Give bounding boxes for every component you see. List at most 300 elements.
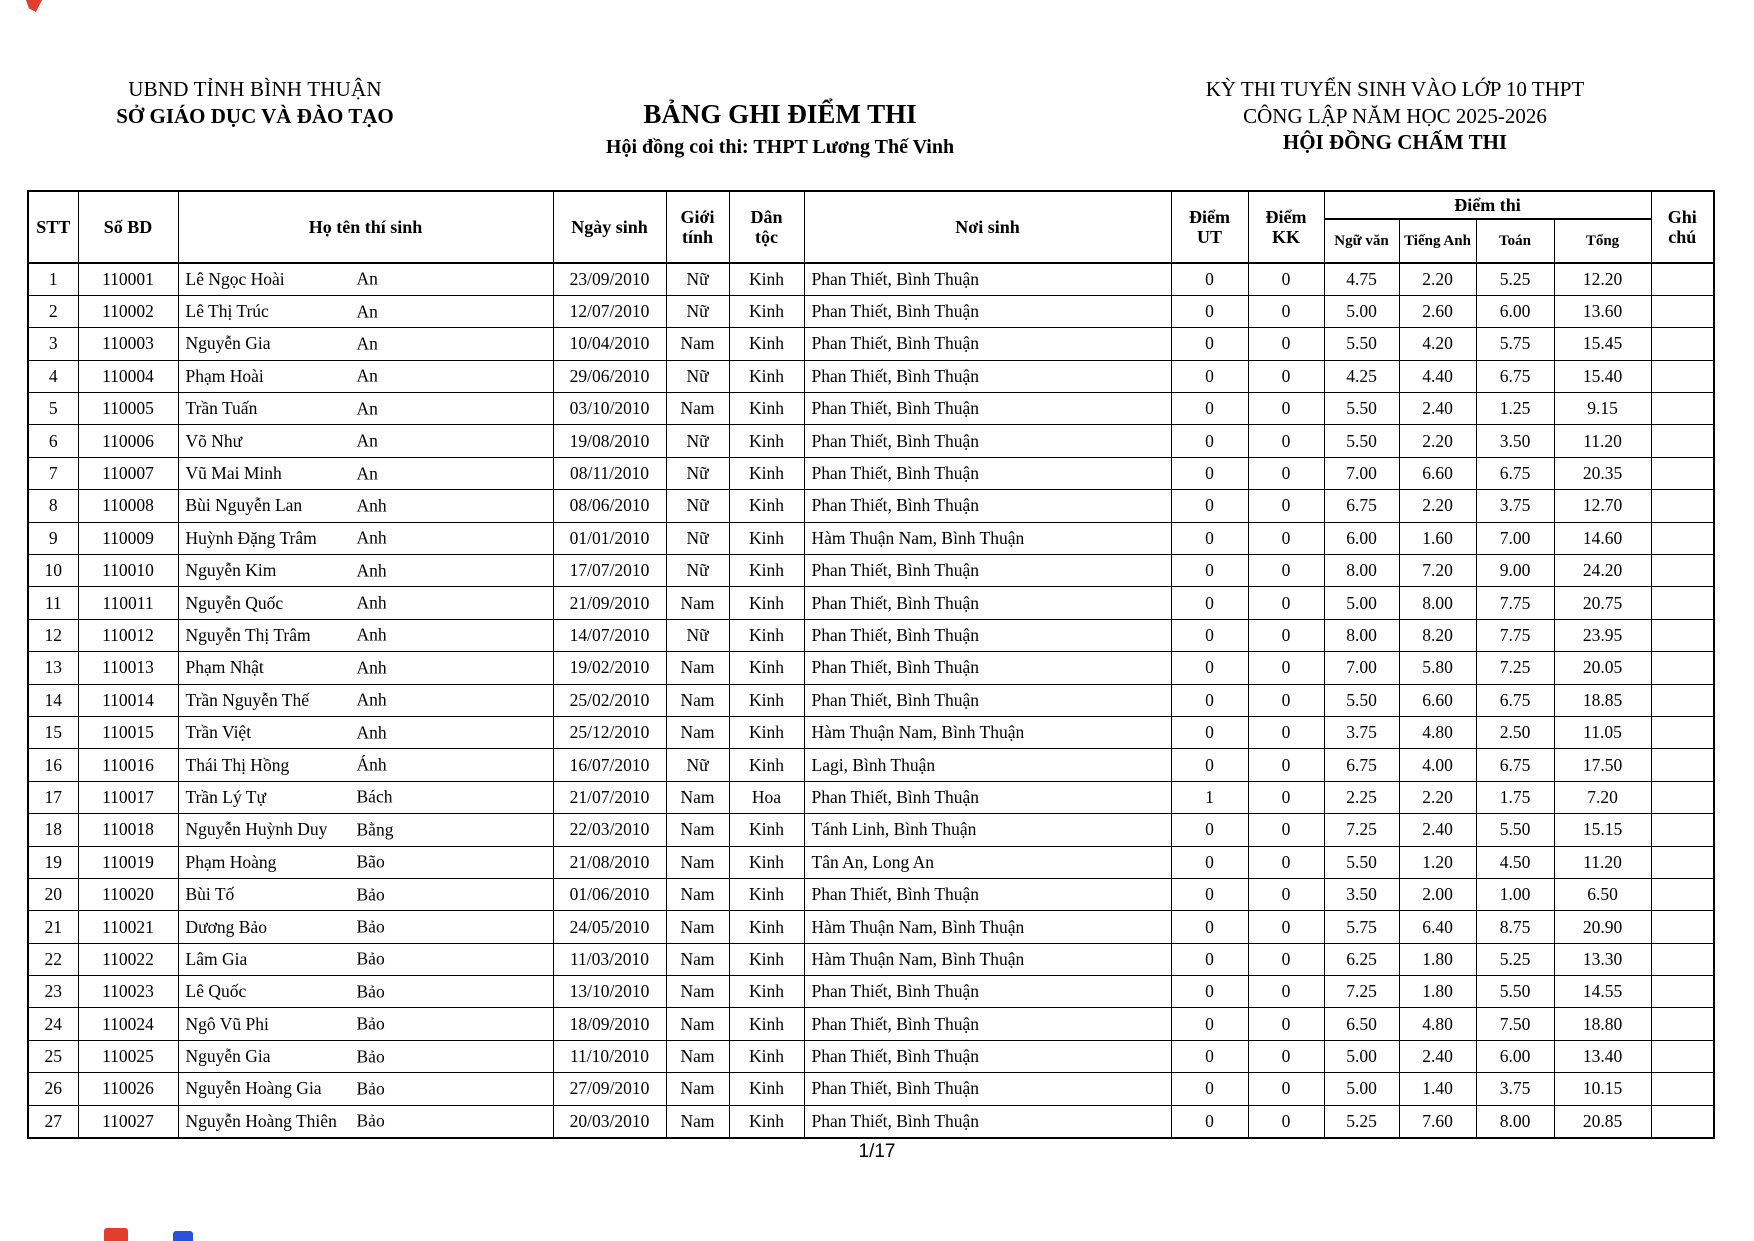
cell-so-bd: 110003 <box>78 328 178 360</box>
cell-tieng-anh: 4.40 <box>1399 360 1476 392</box>
cell-dan-toc: Kinh <box>729 393 804 425</box>
cell-ghi-chu <box>1651 490 1714 522</box>
cell-gioi-tinh: Nam <box>666 976 729 1008</box>
cell-ghi-chu <box>1651 652 1714 684</box>
cell-diem-ut: 0 <box>1171 555 1248 587</box>
cell-tieng-anh: 7.20 <box>1399 555 1476 587</box>
cell-ngu-van: 4.25 <box>1324 360 1399 392</box>
cell-dan-toc: Kinh <box>729 619 804 651</box>
cell-tong: 13.60 <box>1554 295 1651 327</box>
cell-diem-kk: 0 <box>1248 1073 1324 1105</box>
cell-ho-ten: Nguyễn Gia Bảo <box>178 1040 553 1072</box>
cell-dan-toc: Kinh <box>729 749 804 781</box>
col-header-diem-ut: Điểm UT <box>1171 191 1248 263</box>
table-row <box>28 1073 1714 1105</box>
org-name-line1: UBND TỈNH BÌNH THUẬN <box>128 77 382 101</box>
table-row <box>28 328 1714 360</box>
cell-noi-sinh: Phan Thiết, Bình Thuận <box>804 1105 1171 1137</box>
cell-noi-sinh: Phan Thiết, Bình Thuận <box>804 652 1171 684</box>
cell-ho-ten: Bùi Tố Bảo <box>178 878 553 910</box>
cell-dan-toc: Kinh <box>729 943 804 975</box>
cell-gioi-tinh: Nam <box>666 781 729 813</box>
cell-toan: 2.50 <box>1476 716 1554 748</box>
cell-diem-kk: 0 <box>1248 490 1324 522</box>
cell-ghi-chu <box>1651 1040 1714 1072</box>
cell-gioi-tinh: Nữ <box>666 555 729 587</box>
table-row <box>28 878 1714 910</box>
cell-diem-ut: 0 <box>1171 684 1248 716</box>
cell-gioi-tinh: Nam <box>666 1008 729 1040</box>
cell-diem-ut: 0 <box>1171 393 1248 425</box>
cell-toan: 1.25 <box>1476 393 1554 425</box>
cell-so-bd: 110026 <box>78 1073 178 1105</box>
cell-so-bd: 110018 <box>78 814 178 846</box>
cell-noi-sinh: Phan Thiết, Bình Thuận <box>804 1040 1171 1072</box>
cell-diem-kk: 0 <box>1248 619 1324 651</box>
cell-diem-ut: 0 <box>1171 295 1248 327</box>
cell-dan-toc: Kinh <box>729 457 804 489</box>
cell-diem-kk: 0 <box>1248 1105 1324 1137</box>
table-row <box>28 976 1714 1008</box>
cell-diem-ut: 0 <box>1171 587 1248 619</box>
cell-toan: 7.25 <box>1476 652 1554 684</box>
cell-so-bd: 110009 <box>78 522 178 554</box>
exam-line1: KỲ THI TUYỂN SINH VÀO LỚP 10 THPT <box>1205 77 1585 101</box>
cell-tong: 6.50 <box>1554 878 1651 910</box>
cell-gioi-tinh: Nữ <box>666 749 729 781</box>
cell-ghi-chu <box>1651 684 1714 716</box>
table-row <box>28 457 1714 489</box>
cell-ghi-chu <box>1651 1008 1714 1040</box>
cell-gioi-tinh: Nam <box>666 878 729 910</box>
cell-noi-sinh: Phan Thiết, Bình Thuận <box>804 263 1171 295</box>
cell-stt: 6 <box>28 425 78 457</box>
cell-tong: 11.20 <box>1554 425 1651 457</box>
cell-so-bd: 110015 <box>78 716 178 748</box>
cell-gioi-tinh: Nữ <box>666 522 729 554</box>
cell-so-bd: 110011 <box>78 587 178 619</box>
cell-noi-sinh: Phan Thiết, Bình Thuận <box>804 457 1171 489</box>
cell-tieng-anh: 4.00 <box>1399 749 1476 781</box>
cell-toan: 6.00 <box>1476 295 1554 327</box>
cell-ngay-sinh: 25/12/2010 <box>553 716 666 748</box>
cell-so-bd: 110008 <box>78 490 178 522</box>
cell-tong: 20.35 <box>1554 457 1651 489</box>
cell-diem-kk: 0 <box>1248 1040 1324 1072</box>
cell-toan: 3.50 <box>1476 425 1554 457</box>
cell-diem-kk: 0 <box>1248 1008 1324 1040</box>
cell-noi-sinh: Phan Thiết, Bình Thuận <box>804 781 1171 813</box>
cell-gioi-tinh: Nữ <box>666 619 729 651</box>
cell-noi-sinh: Phan Thiết, Bình Thuận <box>804 878 1171 910</box>
cell-ngu-van: 5.00 <box>1324 1073 1399 1105</box>
cell-tong: 14.55 <box>1554 976 1651 1008</box>
cell-ghi-chu <box>1651 1073 1714 1105</box>
cell-ho-ten: Phạm Hoàng Bão <box>178 846 553 878</box>
cell-stt: 7 <box>28 457 78 489</box>
cell-diem-kk: 0 <box>1248 911 1324 943</box>
cell-ngay-sinh: 11/03/2010 <box>553 943 666 975</box>
cell-noi-sinh: Tánh Linh, Bình Thuận <box>804 814 1171 846</box>
cell-toan: 5.75 <box>1476 328 1554 360</box>
table-row <box>28 911 1714 943</box>
cell-ngay-sinh: 21/09/2010 <box>553 587 666 619</box>
cell-toan: 7.75 <box>1476 587 1554 619</box>
cell-noi-sinh: Phan Thiết, Bình Thuận <box>804 619 1171 651</box>
cell-so-bd: 110020 <box>78 878 178 910</box>
cell-tong: 15.15 <box>1554 814 1651 846</box>
cell-tong: 20.75 <box>1554 587 1651 619</box>
cell-ho-ten: Nguyễn Thị Trâm Anh <box>178 619 553 651</box>
cell-ngu-van: 2.25 <box>1324 781 1399 813</box>
cell-diem-kk: 0 <box>1248 846 1324 878</box>
cell-so-bd: 110019 <box>78 846 178 878</box>
cell-so-bd: 110021 <box>78 911 178 943</box>
cell-ngu-van: 7.00 <box>1324 457 1399 489</box>
cell-so-bd: 110001 <box>78 263 178 295</box>
page-title: BẢNG GHI ĐIỂM THI <box>643 99 917 129</box>
cell-ngay-sinh: 03/10/2010 <box>553 393 666 425</box>
col-header-dan-toc: Dân tộc <box>729 191 804 263</box>
cell-diem-kk: 0 <box>1248 716 1324 748</box>
cell-tieng-anh: 2.60 <box>1399 295 1476 327</box>
cell-ngu-van: 4.75 <box>1324 263 1399 295</box>
col-header-tieng-anh: Tiếng Anh <box>1399 219 1476 263</box>
col-header-gioi-tinh: Giới tính <box>666 191 729 263</box>
cell-ho-ten: Bùi Nguyễn Lan Anh <box>178 490 553 522</box>
cell-ngay-sinh: 01/06/2010 <box>553 878 666 910</box>
table-row <box>28 295 1714 327</box>
cell-ngay-sinh: 22/03/2010 <box>553 814 666 846</box>
col-header-stt: STT <box>28 191 78 263</box>
cell-noi-sinh: Phan Thiết, Bình Thuận <box>804 295 1171 327</box>
cell-gioi-tinh: Nam <box>666 814 729 846</box>
cell-dan-toc: Kinh <box>729 1105 804 1137</box>
cell-so-bd: 110005 <box>78 393 178 425</box>
cell-ho-ten: Lê Quốc Bảo <box>178 976 553 1008</box>
cell-ghi-chu <box>1651 295 1714 327</box>
cell-dan-toc: Kinh <box>729 425 804 457</box>
cell-stt: 25 <box>28 1040 78 1072</box>
cell-so-bd: 110012 <box>78 619 178 651</box>
table-row <box>28 652 1714 684</box>
cell-ngu-van: 3.50 <box>1324 878 1399 910</box>
cell-gioi-tinh: Nam <box>666 1073 729 1105</box>
cell-stt: 2 <box>28 295 78 327</box>
col-header-ngay-sinh: Ngày sinh <box>553 191 666 263</box>
cell-ho-ten: Lâm Gia Bảo <box>178 943 553 975</box>
cell-tieng-anh: 2.20 <box>1399 490 1476 522</box>
cell-ngay-sinh: 01/01/2010 <box>553 522 666 554</box>
cell-toan: 5.25 <box>1476 263 1554 295</box>
cell-toan: 8.00 <box>1476 1105 1554 1137</box>
cell-tieng-anh: 4.80 <box>1399 1008 1476 1040</box>
cell-toan: 6.00 <box>1476 1040 1554 1072</box>
col-header-ghi-chu: Ghi chú <box>1651 191 1714 263</box>
cell-ngay-sinh: 11/10/2010 <box>553 1040 666 1072</box>
cell-so-bd: 110022 <box>78 943 178 975</box>
cell-gioi-tinh: Nữ <box>666 295 729 327</box>
cell-ngu-van: 5.50 <box>1324 393 1399 425</box>
col-header-ngu-van: Ngữ văn <box>1324 219 1399 263</box>
cell-diem-ut: 0 <box>1171 1040 1248 1072</box>
cell-ngu-van: 5.50 <box>1324 425 1399 457</box>
table-row <box>28 555 1714 587</box>
cell-ghi-chu <box>1651 846 1714 878</box>
cell-toan: 1.00 <box>1476 878 1554 910</box>
cell-diem-ut: 0 <box>1171 943 1248 975</box>
cell-stt: 13 <box>28 652 78 684</box>
cell-so-bd: 110016 <box>78 749 178 781</box>
cell-dan-toc: Kinh <box>729 1040 804 1072</box>
cell-ho-ten: Nguyễn Huỳnh Duy Bằng <box>178 814 553 846</box>
cell-ngay-sinh: 16/07/2010 <box>553 749 666 781</box>
cell-stt: 19 <box>28 846 78 878</box>
cell-ho-ten: Võ Như An <box>178 425 553 457</box>
cell-ghi-chu <box>1651 1105 1714 1137</box>
cell-ngay-sinh: 18/09/2010 <box>553 1008 666 1040</box>
cell-gioi-tinh: Nam <box>666 684 729 716</box>
cell-tong: 14.60 <box>1554 522 1651 554</box>
score-table <box>27 190 1715 1139</box>
cell-diem-ut: 0 <box>1171 522 1248 554</box>
cell-stt: 16 <box>28 749 78 781</box>
cell-diem-kk: 0 <box>1248 522 1324 554</box>
cell-dan-toc: Kinh <box>729 490 804 522</box>
cell-tieng-anh: 1.80 <box>1399 976 1476 1008</box>
cell-ghi-chu <box>1651 522 1714 554</box>
exam-line2: CÔNG LẬP NĂM HỌC 2025-2026 <box>1243 103 1547 128</box>
cell-diem-ut: 0 <box>1171 1073 1248 1105</box>
cell-ho-ten: Phạm Nhật Anh <box>178 652 553 684</box>
cell-gioi-tinh: Nữ <box>666 490 729 522</box>
cell-ngu-van: 7.25 <box>1324 976 1399 1008</box>
cell-diem-ut: 0 <box>1171 976 1248 1008</box>
cell-so-bd: 110006 <box>78 425 178 457</box>
cell-ngu-van: 8.00 <box>1324 619 1399 651</box>
cell-ho-ten: Ngô Vũ Phi Bảo <box>178 1008 553 1040</box>
cell-diem-kk: 0 <box>1248 749 1324 781</box>
cell-tong: 18.80 <box>1554 1008 1651 1040</box>
cell-ghi-chu <box>1651 425 1714 457</box>
cell-ngu-van: 5.50 <box>1324 684 1399 716</box>
cell-tong: 12.70 <box>1554 490 1651 522</box>
cell-ho-ten: Nguyễn Hoàng Thiên Bảo <box>178 1105 553 1137</box>
cell-gioi-tinh: Nam <box>666 328 729 360</box>
col-header-noi-sinh: Nơi sinh <box>804 191 1171 263</box>
cell-so-bd: 110025 <box>78 1040 178 1072</box>
cell-toan: 4.50 <box>1476 846 1554 878</box>
cell-toan: 6.75 <box>1476 360 1554 392</box>
cell-ngay-sinh: 20/03/2010 <box>553 1105 666 1137</box>
cell-diem-kk: 0 <box>1248 943 1324 975</box>
col-header-tong: Tổng <box>1554 219 1651 263</box>
cell-ngu-van: 7.00 <box>1324 652 1399 684</box>
cell-tong: 18.85 <box>1554 684 1651 716</box>
cell-ngay-sinh: 13/10/2010 <box>553 976 666 1008</box>
cell-ngu-van: 5.75 <box>1324 911 1399 943</box>
cell-ho-ten: Phạm Hoài An <box>178 360 553 392</box>
cell-diem-ut: 0 <box>1171 457 1248 489</box>
cell-ngu-van: 5.25 <box>1324 1105 1399 1137</box>
col-header-ho-ten: Họ tên thí sinh <box>178 191 553 263</box>
cell-diem-ut: 0 <box>1171 911 1248 943</box>
cell-ngay-sinh: 23/09/2010 <box>553 263 666 295</box>
scan-artifact-bottom-red <box>104 1228 128 1241</box>
cell-toan: 8.75 <box>1476 911 1554 943</box>
cell-ghi-chu <box>1651 360 1714 392</box>
cell-so-bd: 110024 <box>78 1008 178 1040</box>
cell-diem-ut: 0 <box>1171 619 1248 651</box>
cell-dan-toc: Kinh <box>729 814 804 846</box>
cell-diem-ut: 0 <box>1171 814 1248 846</box>
cell-toan: 7.50 <box>1476 1008 1554 1040</box>
cell-toan: 5.50 <box>1476 976 1554 1008</box>
exam-header <box>1065 76 1725 156</box>
cell-stt: 17 <box>28 781 78 813</box>
cell-noi-sinh: Phan Thiết, Bình Thuận <box>804 328 1171 360</box>
score-table-header <box>28 191 1714 263</box>
col-header-diem-thi: Điểm thi <box>1324 191 1651 219</box>
cell-gioi-tinh: Nữ <box>666 360 729 392</box>
table-row <box>28 522 1714 554</box>
cell-tieng-anh: 1.80 <box>1399 943 1476 975</box>
cell-ghi-chu <box>1651 781 1714 813</box>
cell-ngay-sinh: 08/06/2010 <box>553 490 666 522</box>
cell-so-bd: 110010 <box>78 555 178 587</box>
cell-tieng-anh: 2.20 <box>1399 425 1476 457</box>
cell-diem-kk: 0 <box>1248 781 1324 813</box>
cell-stt: 26 <box>28 1073 78 1105</box>
cell-ghi-chu <box>1651 457 1714 489</box>
cell-tieng-anh: 6.60 <box>1399 684 1476 716</box>
cell-gioi-tinh: Nam <box>666 1105 729 1137</box>
table-row <box>28 263 1714 295</box>
cell-diem-kk: 0 <box>1248 328 1324 360</box>
cell-stt: 21 <box>28 911 78 943</box>
cell-so-bd: 110013 <box>78 652 178 684</box>
cell-diem-ut: 1 <box>1171 781 1248 813</box>
cell-dan-toc: Kinh <box>729 684 804 716</box>
cell-stt: 3 <box>28 328 78 360</box>
cell-diem-kk: 0 <box>1248 360 1324 392</box>
cell-tong: 23.95 <box>1554 619 1651 651</box>
cell-gioi-tinh: Nam <box>666 846 729 878</box>
cell-gioi-tinh: Nữ <box>666 457 729 489</box>
cell-stt: 1 <box>28 263 78 295</box>
cell-tieng-anh: 2.40 <box>1399 1040 1476 1072</box>
cell-noi-sinh: Phan Thiết, Bình Thuận <box>804 360 1171 392</box>
col-header-diem-kk: Điểm KK <box>1248 191 1324 263</box>
table-row <box>28 814 1714 846</box>
cell-ghi-chu <box>1651 263 1714 295</box>
cell-tieng-anh: 6.40 <box>1399 911 1476 943</box>
cell-diem-ut: 0 <box>1171 846 1248 878</box>
cell-dan-toc: Kinh <box>729 846 804 878</box>
cell-tieng-anh: 1.60 <box>1399 522 1476 554</box>
cell-dan-toc: Kinh <box>729 716 804 748</box>
cell-noi-sinh: Phan Thiết, Bình Thuận <box>804 1073 1171 1105</box>
cell-diem-kk: 0 <box>1248 425 1324 457</box>
cell-ngu-van: 6.00 <box>1324 522 1399 554</box>
cell-tieng-anh: 4.80 <box>1399 716 1476 748</box>
cell-ngay-sinh: 14/07/2010 <box>553 619 666 651</box>
table-row <box>28 360 1714 392</box>
cell-noi-sinh: Phan Thiết, Bình Thuận <box>804 555 1171 587</box>
scan-artifact-bottom-blue <box>173 1231 193 1241</box>
cell-dan-toc: Kinh <box>729 1008 804 1040</box>
cell-ngay-sinh: 08/11/2010 <box>553 457 666 489</box>
cell-noi-sinh: Phan Thiết, Bình Thuận <box>804 490 1171 522</box>
cell-ngu-van: 5.00 <box>1324 587 1399 619</box>
cell-tong: 20.90 <box>1554 911 1651 943</box>
cell-toan: 3.75 <box>1476 490 1554 522</box>
cell-dan-toc: Kinh <box>729 976 804 1008</box>
cell-so-bd: 110002 <box>78 295 178 327</box>
cell-gioi-tinh: Nữ <box>666 425 729 457</box>
table-row <box>28 846 1714 878</box>
cell-ngu-van: 5.50 <box>1324 328 1399 360</box>
cell-noi-sinh: Phan Thiết, Bình Thuận <box>804 684 1171 716</box>
cell-stt: 15 <box>28 716 78 748</box>
cell-dan-toc: Kinh <box>729 328 804 360</box>
cell-ngu-van: 5.00 <box>1324 1040 1399 1072</box>
cell-diem-kk: 0 <box>1248 263 1324 295</box>
cell-dan-toc: Kinh <box>729 263 804 295</box>
page-number: 1/17 <box>858 1141 896 1162</box>
cell-ghi-chu <box>1651 555 1714 587</box>
cell-stt: 4 <box>28 360 78 392</box>
cell-stt: 9 <box>28 522 78 554</box>
cell-tieng-anh: 6.60 <box>1399 457 1476 489</box>
cell-gioi-tinh: Nam <box>666 943 729 975</box>
cell-gioi-tinh: Nam <box>666 652 729 684</box>
cell-ho-ten: Nguyễn Quốc Anh <box>178 587 553 619</box>
cell-dan-toc: Kinh <box>729 295 804 327</box>
cell-tieng-anh: 2.20 <box>1399 781 1476 813</box>
cell-diem-kk: 0 <box>1248 976 1324 1008</box>
cell-ho-ten: Trần Nguyễn Thế Anh <box>178 684 553 716</box>
cell-noi-sinh: Hàm Thuận Nam, Bình Thuận <box>804 911 1171 943</box>
cell-stt: 12 <box>28 619 78 651</box>
table-row <box>28 1008 1714 1040</box>
cell-so-bd: 110027 <box>78 1105 178 1137</box>
cell-ngay-sinh: 25/02/2010 <box>553 684 666 716</box>
cell-stt: 23 <box>28 976 78 1008</box>
cell-ngay-sinh: 24/05/2010 <box>553 911 666 943</box>
table-row <box>28 749 1714 781</box>
cell-ngu-van: 6.75 <box>1324 749 1399 781</box>
cell-ho-ten: Trần Lý Tự Bách <box>178 781 553 813</box>
cell-ngu-van: 7.25 <box>1324 814 1399 846</box>
cell-ho-ten: Trần Tuấn An <box>178 393 553 425</box>
cell-ngu-van: 6.50 <box>1324 1008 1399 1040</box>
cell-ho-ten: Vũ Mai Minh An <box>178 457 553 489</box>
cell-stt: 20 <box>28 878 78 910</box>
cell-tieng-anh: 2.40 <box>1399 814 1476 846</box>
cell-stt: 22 <box>28 943 78 975</box>
cell-toan: 5.50 <box>1476 814 1554 846</box>
cell-tieng-anh: 2.00 <box>1399 878 1476 910</box>
cell-ho-ten: Lê Thị Trúc An <box>178 295 553 327</box>
cell-diem-ut: 0 <box>1171 1008 1248 1040</box>
cell-ghi-chu <box>1651 328 1714 360</box>
cell-gioi-tinh: Nam <box>666 587 729 619</box>
cell-ngay-sinh: 19/08/2010 <box>553 425 666 457</box>
cell-toan: 6.75 <box>1476 684 1554 716</box>
cell-gioi-tinh: Nam <box>666 911 729 943</box>
cell-ghi-chu <box>1651 878 1714 910</box>
